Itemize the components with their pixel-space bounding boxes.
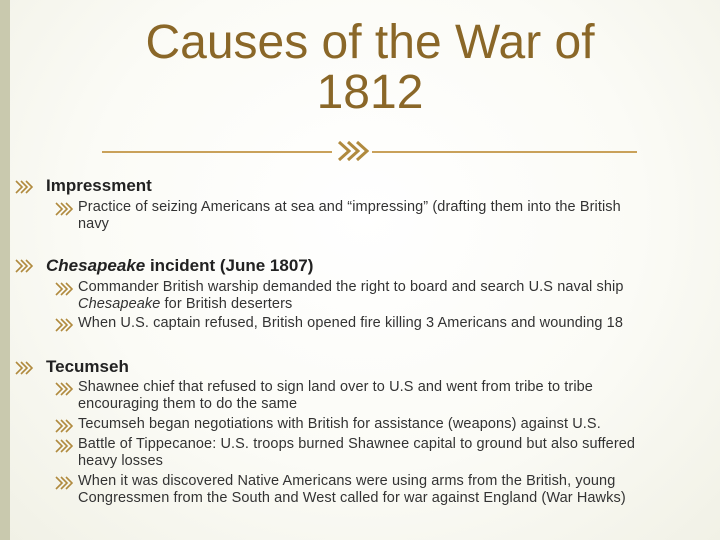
slide <box>10 0 720 540</box>
bullet-item: Commander British warship demanded the right to board and search U.S naval ship Chesapeake for British deserters <box>78 279 624 312</box>
bullet-item: When U.S. captain refused, British opened fire killing 3 Americans and wounding 18 <box>78 315 624 331</box>
chevron-bullet-icon <box>55 202 73 216</box>
chevron-bullet-icon <box>55 419 73 433</box>
chevron-bullet-icon <box>55 282 73 296</box>
chevron-bullet-icon <box>55 439 73 453</box>
title-divider-left <box>102 151 332 153</box>
title-divider-right <box>372 151 637 153</box>
bullet-item: Battle of Tippecanoe: U.S. troops burned Shawnee capital to ground but also suffered heavy losses <box>78 436 636 469</box>
bullet-item: Tecumseh began negotiations with British for assistance (weapons) against U.S. <box>78 416 601 432</box>
chevron-bullet-icon <box>55 476 73 490</box>
chevron-bullet-icon <box>15 259 33 273</box>
chevron-bullet-icon <box>15 180 33 194</box>
title-line-2: 1812 <box>316 66 424 119</box>
title-line-1: Causes of the War of <box>145 16 595 69</box>
section-heading-chesapeake: Chesapeake incident (June 1807) <box>46 256 314 275</box>
section-heading-impressment: Impressment <box>46 176 152 195</box>
chevron-bullet-icon <box>15 361 33 375</box>
bullet-item: Practice of seizing Americans at sea and “impressing” (drafting them into the British navy <box>78 199 621 232</box>
chevron-arrows-icon <box>337 138 369 164</box>
slide-title <box>70 18 670 118</box>
bullet-item: When it was discovered Native Americans were using arms from the British, young Congressmen from the South and West called for war against England (War Hawks) <box>78 473 626 506</box>
chevron-bullet-icon <box>55 382 73 396</box>
chevron-bullet-icon <box>55 318 73 332</box>
section-heading-tecumseh: Tecumseh <box>46 357 129 376</box>
bullet-item: Shawnee chief that refused to sign land over to U.S and went from tribe to tribe encouraging them to do the same <box>78 379 593 412</box>
